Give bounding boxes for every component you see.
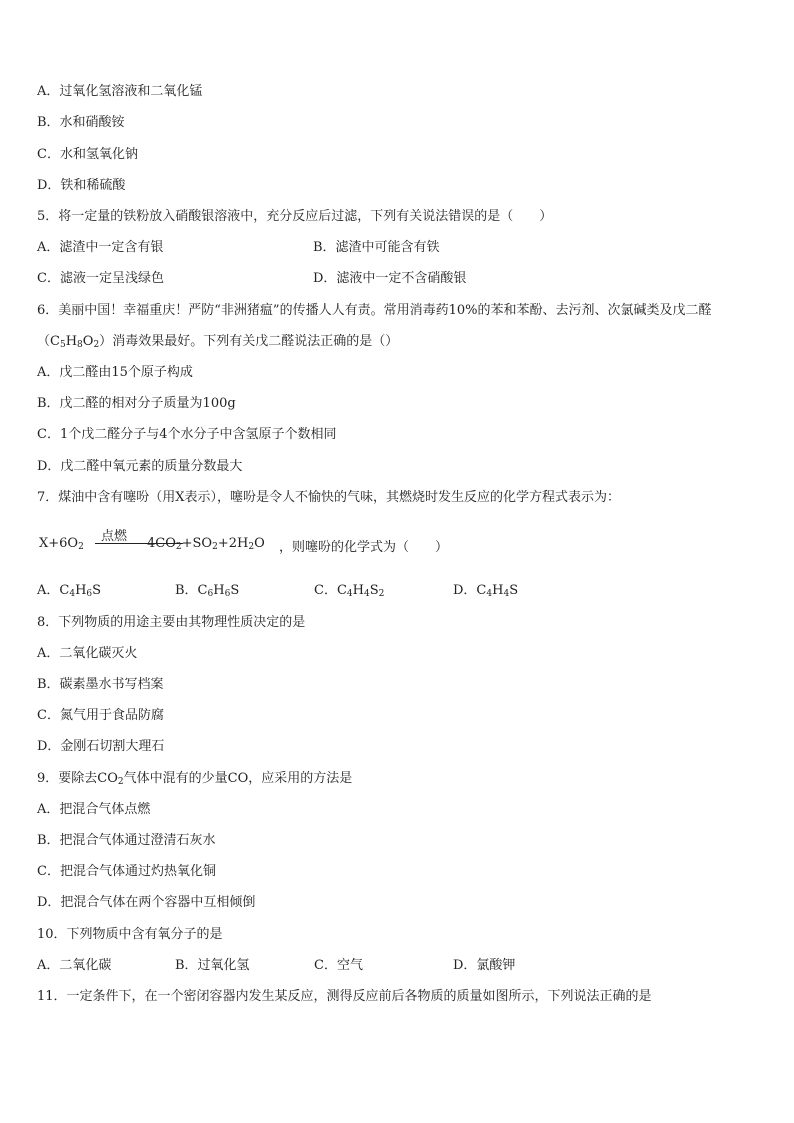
q10-option-a: A．二氧化碳 <box>37 958 112 973</box>
q4-option-a: A．过氧化氢溶液和二氧化锰 <box>37 84 203 99</box>
q7-option-a: A．$C_4H_6S$ <box>37 583 102 599</box>
q8-option-b: B．碳素墨水书写档案 <box>37 677 164 692</box>
q9-option-c: C．把混合气体通过灼热氧化铜 <box>37 864 216 879</box>
equation-question: ，则噻吩的化学式为（ ） <box>279 540 449 555</box>
q4-option-c: C．水和氢氧化钠 <box>37 147 138 162</box>
equation-products: $4CO_2+SO_2+2H_2O$ <box>147 536 265 552</box>
q10-option-c: C．空气 <box>314 958 363 973</box>
q9-option-a: A．把混合气体点燃 <box>37 802 151 817</box>
q7-option-c: C．$C_4H_4S_2$ <box>314 583 385 599</box>
q5-option-a: A．滤渣中一定含有银 <box>37 240 164 255</box>
q9-option-d: D．把混合气体在两个容器中互相倾倒 <box>37 895 256 910</box>
q5-option-d: D．滤液中一定不含硝酸银 <box>313 271 467 286</box>
q10-stem: 10．下列物质中含有氧分子的是 <box>37 927 223 942</box>
q9-stem: 9．要除去$CO_2$气体中混有的少量CO，应采用的方法是 <box>37 771 353 787</box>
q5-stem: 5．将一定量的铁粉放入硝酸银溶液中，充分反应后过滤，下列有关说法错误的是（ ） <box>37 209 553 224</box>
q5-option-c: C．滤液一定呈浅绿色 <box>37 271 164 286</box>
q8-option-d: D．金刚石切割大理石 <box>37 739 165 754</box>
q6-option-d: D．戊二醛中氧元素的质量分数最大 <box>37 459 243 474</box>
q10-option-b: B．过氧化氢 <box>175 958 250 973</box>
q10-option-d: D．氯酸钾 <box>453 958 516 973</box>
q4-option-d: D．铁和稀硫酸 <box>37 178 126 193</box>
q4-option-b: B．水和硝酸铵 <box>37 115 125 130</box>
q6-stem-line1: 6．美丽中国！幸福重庆！严防“非洲猪瘟”的传播人人有责。常用消毒药10%的苯和苯酚、去污剂、次氯碱类及戊二醛 <box>37 303 712 318</box>
q11-stem: 11．一定条件下，在一个密闭容器内发生某反应，测得反应前后各物质的质量如图所示，下列说法正确的是 <box>37 989 652 1004</box>
q6-option-a: A．戊二醛由15个原子构成 <box>37 365 193 380</box>
equation-reactants: $X+6O_2$ <box>39 536 84 552</box>
q8-stem: 8．下列物质的用途主要由其物理性质决定的是 <box>37 615 306 630</box>
q7-option-b: B．$C_6H_6S$ <box>175 583 240 599</box>
q8-option-c: C．氮气用于食品防腐 <box>37 708 164 723</box>
q6-stem-line2: $(C_5H_8O_2)$消毒效果最好。下列有关戊二醛说法正确的是（） <box>37 334 399 350</box>
equation-condition: 点燃 <box>101 529 128 544</box>
q6-option-c: C．1个戊二醛分子与4个水分子中含氢原子个数相同 <box>37 427 337 442</box>
q6-option-b: B．戊二醛的相对分子质量为100g <box>37 396 236 411</box>
q5-option-b: B．滤渣中可能含有铁 <box>313 240 440 255</box>
q8-option-a: A．二氧化碳灭火 <box>37 646 138 661</box>
q9-option-b: B．把混合气体通过澄清石灰水 <box>37 833 216 848</box>
q7-stem: 7．煤油中含有噻吩（用X表示），噻吩是令人不愉快的气味，其燃烧时发生反应的化学方程式表示为： <box>37 490 621 505</box>
q7-option-d: D．$C_4H_4S$ <box>453 583 519 599</box>
q7-equation <box>39 527 759 561</box>
